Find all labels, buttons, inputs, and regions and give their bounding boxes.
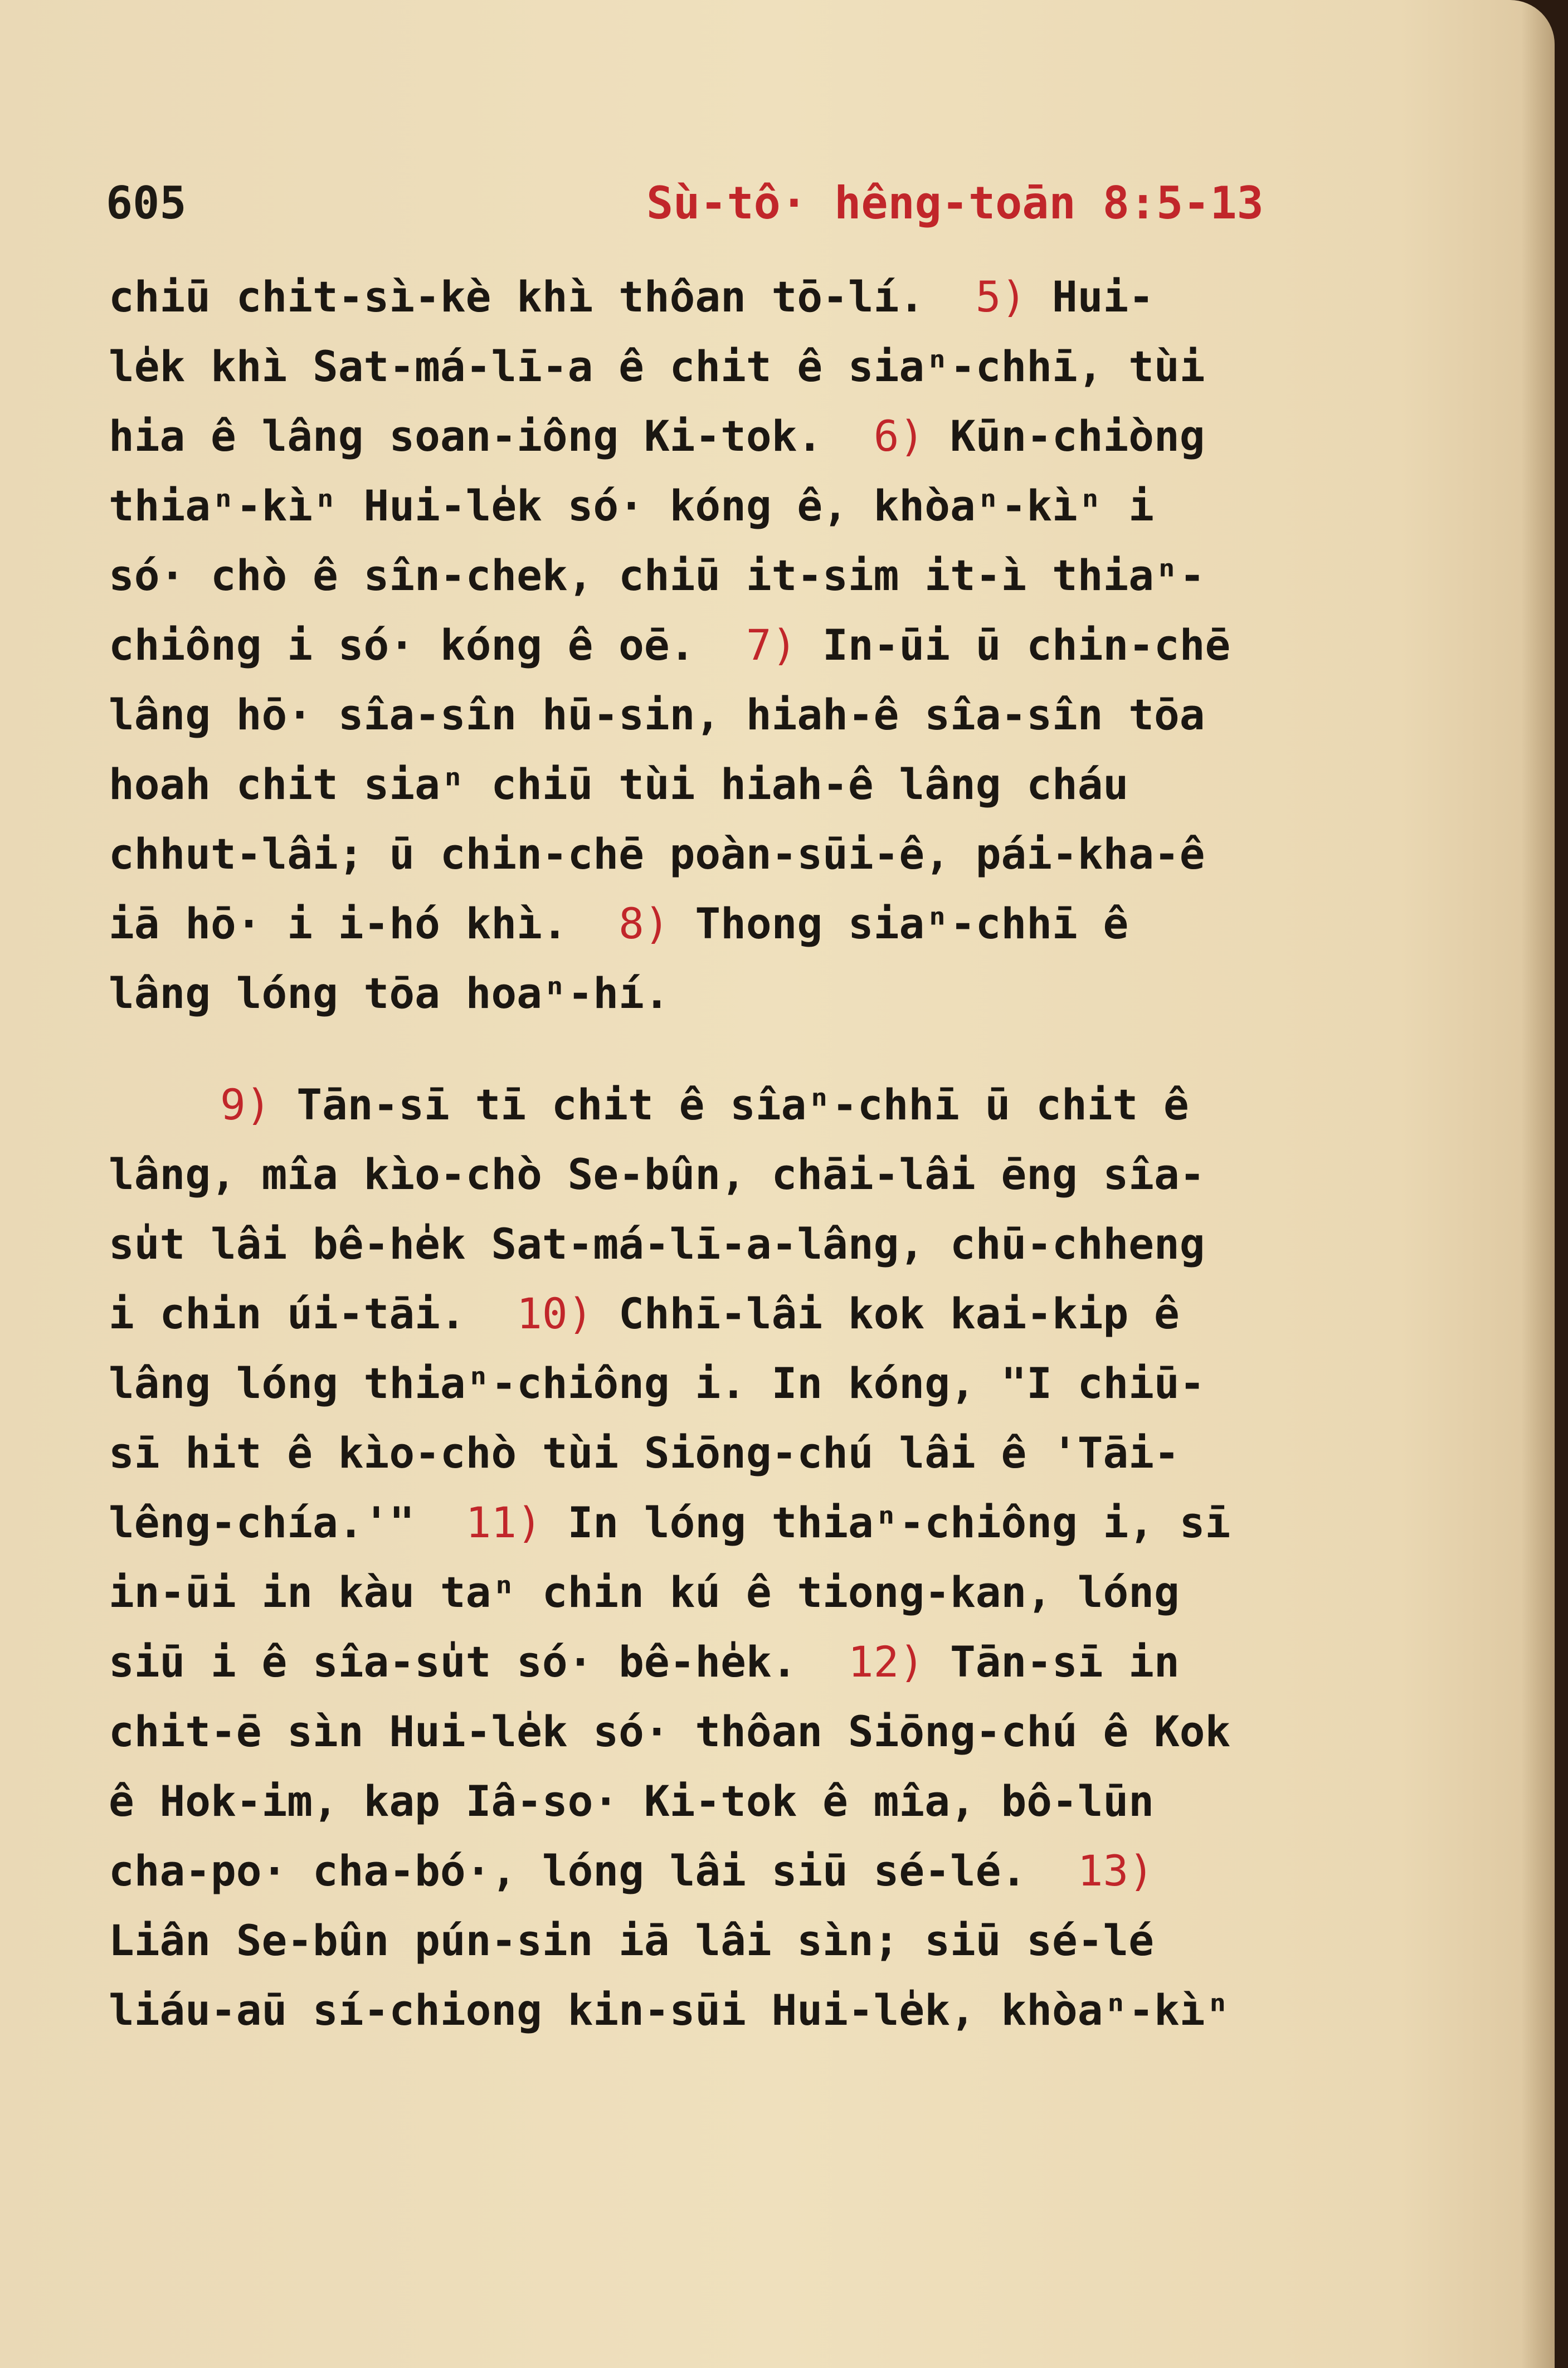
text-segment: Hui- bbox=[1026, 272, 1154, 321]
text-segment: só· chò ê sîn-chek, chiū it-sim it-ì thiaⁿ- bbox=[109, 550, 1205, 600]
text-segment: chhut-lâi; ū chin-chē poàn-sūi-ê, pái-kha-ê bbox=[109, 829, 1205, 879]
verse-number: 13) bbox=[1077, 1846, 1155, 1896]
text-line bbox=[109, 1139, 1368, 1209]
text-segment: i chin úi-tāi. bbox=[109, 1289, 517, 1338]
text-line bbox=[109, 749, 1368, 819]
text-segment: lâng hō· sîa-sîn hū-sin, hiah-ê sîa-sîn tōa bbox=[109, 690, 1205, 739]
verse-number: 7) bbox=[746, 620, 797, 670]
text-line bbox=[109, 1906, 1368, 1975]
text-segment: su̍t lâi bê-he̍k Sat-má-lī-a-lâng, chū-chheng bbox=[109, 1219, 1205, 1269]
text-segment: Tān-sī in bbox=[924, 1637, 1180, 1687]
text-line bbox=[109, 401, 1368, 471]
text-line bbox=[109, 610, 1368, 680]
paragraph bbox=[109, 262, 1368, 1028]
verse-number: 8) bbox=[619, 899, 670, 948]
text-line bbox=[109, 680, 1368, 749]
text-line bbox=[109, 1766, 1368, 1836]
text-line bbox=[109, 1488, 1368, 1557]
page-number: 605 bbox=[106, 177, 187, 229]
text-segment: In-ūi ū chin-chē bbox=[797, 620, 1231, 670]
text-segment: chit-ē sìn Hui-le̍k só· thôan Siōng-chú ê Kok bbox=[109, 1707, 1231, 1756]
text-segment: lâng lóng tōa hoaⁿ-hí. bbox=[109, 968, 670, 1018]
verse-number: 12) bbox=[848, 1637, 925, 1687]
text-segment: chiông i só· kóng ê oē. bbox=[109, 620, 746, 670]
text-segment: Chhī-lâi kok kai-kip ê bbox=[593, 1289, 1180, 1338]
text-line bbox=[109, 540, 1368, 610]
verse-number: 6) bbox=[873, 411, 925, 461]
text-segment: Kūn-chiòng bbox=[924, 411, 1205, 461]
text-segment: le̍k khì Sat-má-lī-a ê chit ê siaⁿ-chhī, tùi bbox=[109, 342, 1205, 391]
text-segment: In lóng thiaⁿ-chiông i, sī bbox=[542, 1498, 1231, 1547]
text-line bbox=[109, 1557, 1368, 1627]
text-line bbox=[109, 471, 1368, 540]
verse-number: 11) bbox=[465, 1498, 542, 1547]
text-segment: chiū chit-sì-kè khì thôan tō-lí. bbox=[109, 272, 976, 321]
body-text bbox=[109, 262, 1368, 2045]
text-segment: thiaⁿ-kìⁿ Hui-le̍k só· kóng ê, khòaⁿ-kìⁿ i bbox=[109, 481, 1154, 530]
text-line bbox=[109, 1070, 1368, 1139]
text-segment: siū i ê sîa-su̍t só· bê-he̍k. bbox=[109, 1637, 848, 1687]
text-line bbox=[109, 958, 1368, 1028]
text-line bbox=[109, 819, 1368, 889]
text-segment: hoah chit siaⁿ chiū tùi hiah-ê lâng cháu bbox=[109, 759, 1129, 809]
text-line bbox=[109, 889, 1368, 958]
text-segment: lâng, mîa kìo-chò Se-bûn, chāi-lâi ēng sîa- bbox=[109, 1149, 1205, 1199]
text-segment: sī hit ê kìo-chò tùi Siōng-chú lâi ê 'Tāi- bbox=[109, 1428, 1180, 1478]
text-segment: cha-po· cha-bó·, lóng lâi siū sé-lé. bbox=[109, 1846, 1078, 1896]
text-segment: in-ūi in kàu taⁿ chin kú ê tiong-kan, lóng bbox=[109, 1567, 1180, 1617]
text-line bbox=[109, 1209, 1368, 1279]
paragraph bbox=[109, 1070, 1368, 2045]
running-title: Sù-tô· hêng-toān 8:5-13 bbox=[646, 177, 1264, 229]
text-segment: hia ê lâng soan-iông Ki-tok. bbox=[109, 411, 874, 461]
text-segment: Thong siaⁿ-chhī ê bbox=[669, 899, 1129, 948]
text-line bbox=[109, 262, 1368, 332]
text-segment: lâng lóng thiaⁿ-chiông i. In kóng, "I chiū- bbox=[109, 1358, 1205, 1408]
verse-number: 5) bbox=[975, 272, 1027, 321]
verse-number: 10) bbox=[517, 1289, 593, 1338]
text-line bbox=[109, 1279, 1368, 1348]
verse-number: 9) bbox=[220, 1080, 271, 1129]
text-line bbox=[109, 1348, 1368, 1418]
text-segment: Tān-sī tī chit ê sîaⁿ-chhī ū chit ê bbox=[271, 1080, 1189, 1129]
text-segment: lêng-chía.'" bbox=[109, 1498, 466, 1547]
text-line bbox=[109, 1836, 1368, 1906]
text-segment: iā hō· i i-hó khì. bbox=[109, 899, 619, 948]
text-segment: liáu-aū sí-chiong kin-sūi Hui-le̍k, khòaⁿ-kìⁿ bbox=[109, 1985, 1231, 2035]
text-line bbox=[109, 1627, 1368, 1697]
text-line bbox=[109, 1697, 1368, 1766]
text-line bbox=[109, 1975, 1368, 2045]
text-line bbox=[109, 332, 1368, 401]
text-line bbox=[109, 1418, 1368, 1488]
text-segment: ê Hok-im, kap Iâ-so· Ki-tok ê mîa, bô-lūn bbox=[109, 1776, 1154, 1826]
text-segment: Liân Se-bûn pún-sin iā lâi sìn; siū sé-lé bbox=[109, 1916, 1154, 1965]
page-header bbox=[106, 173, 1348, 234]
